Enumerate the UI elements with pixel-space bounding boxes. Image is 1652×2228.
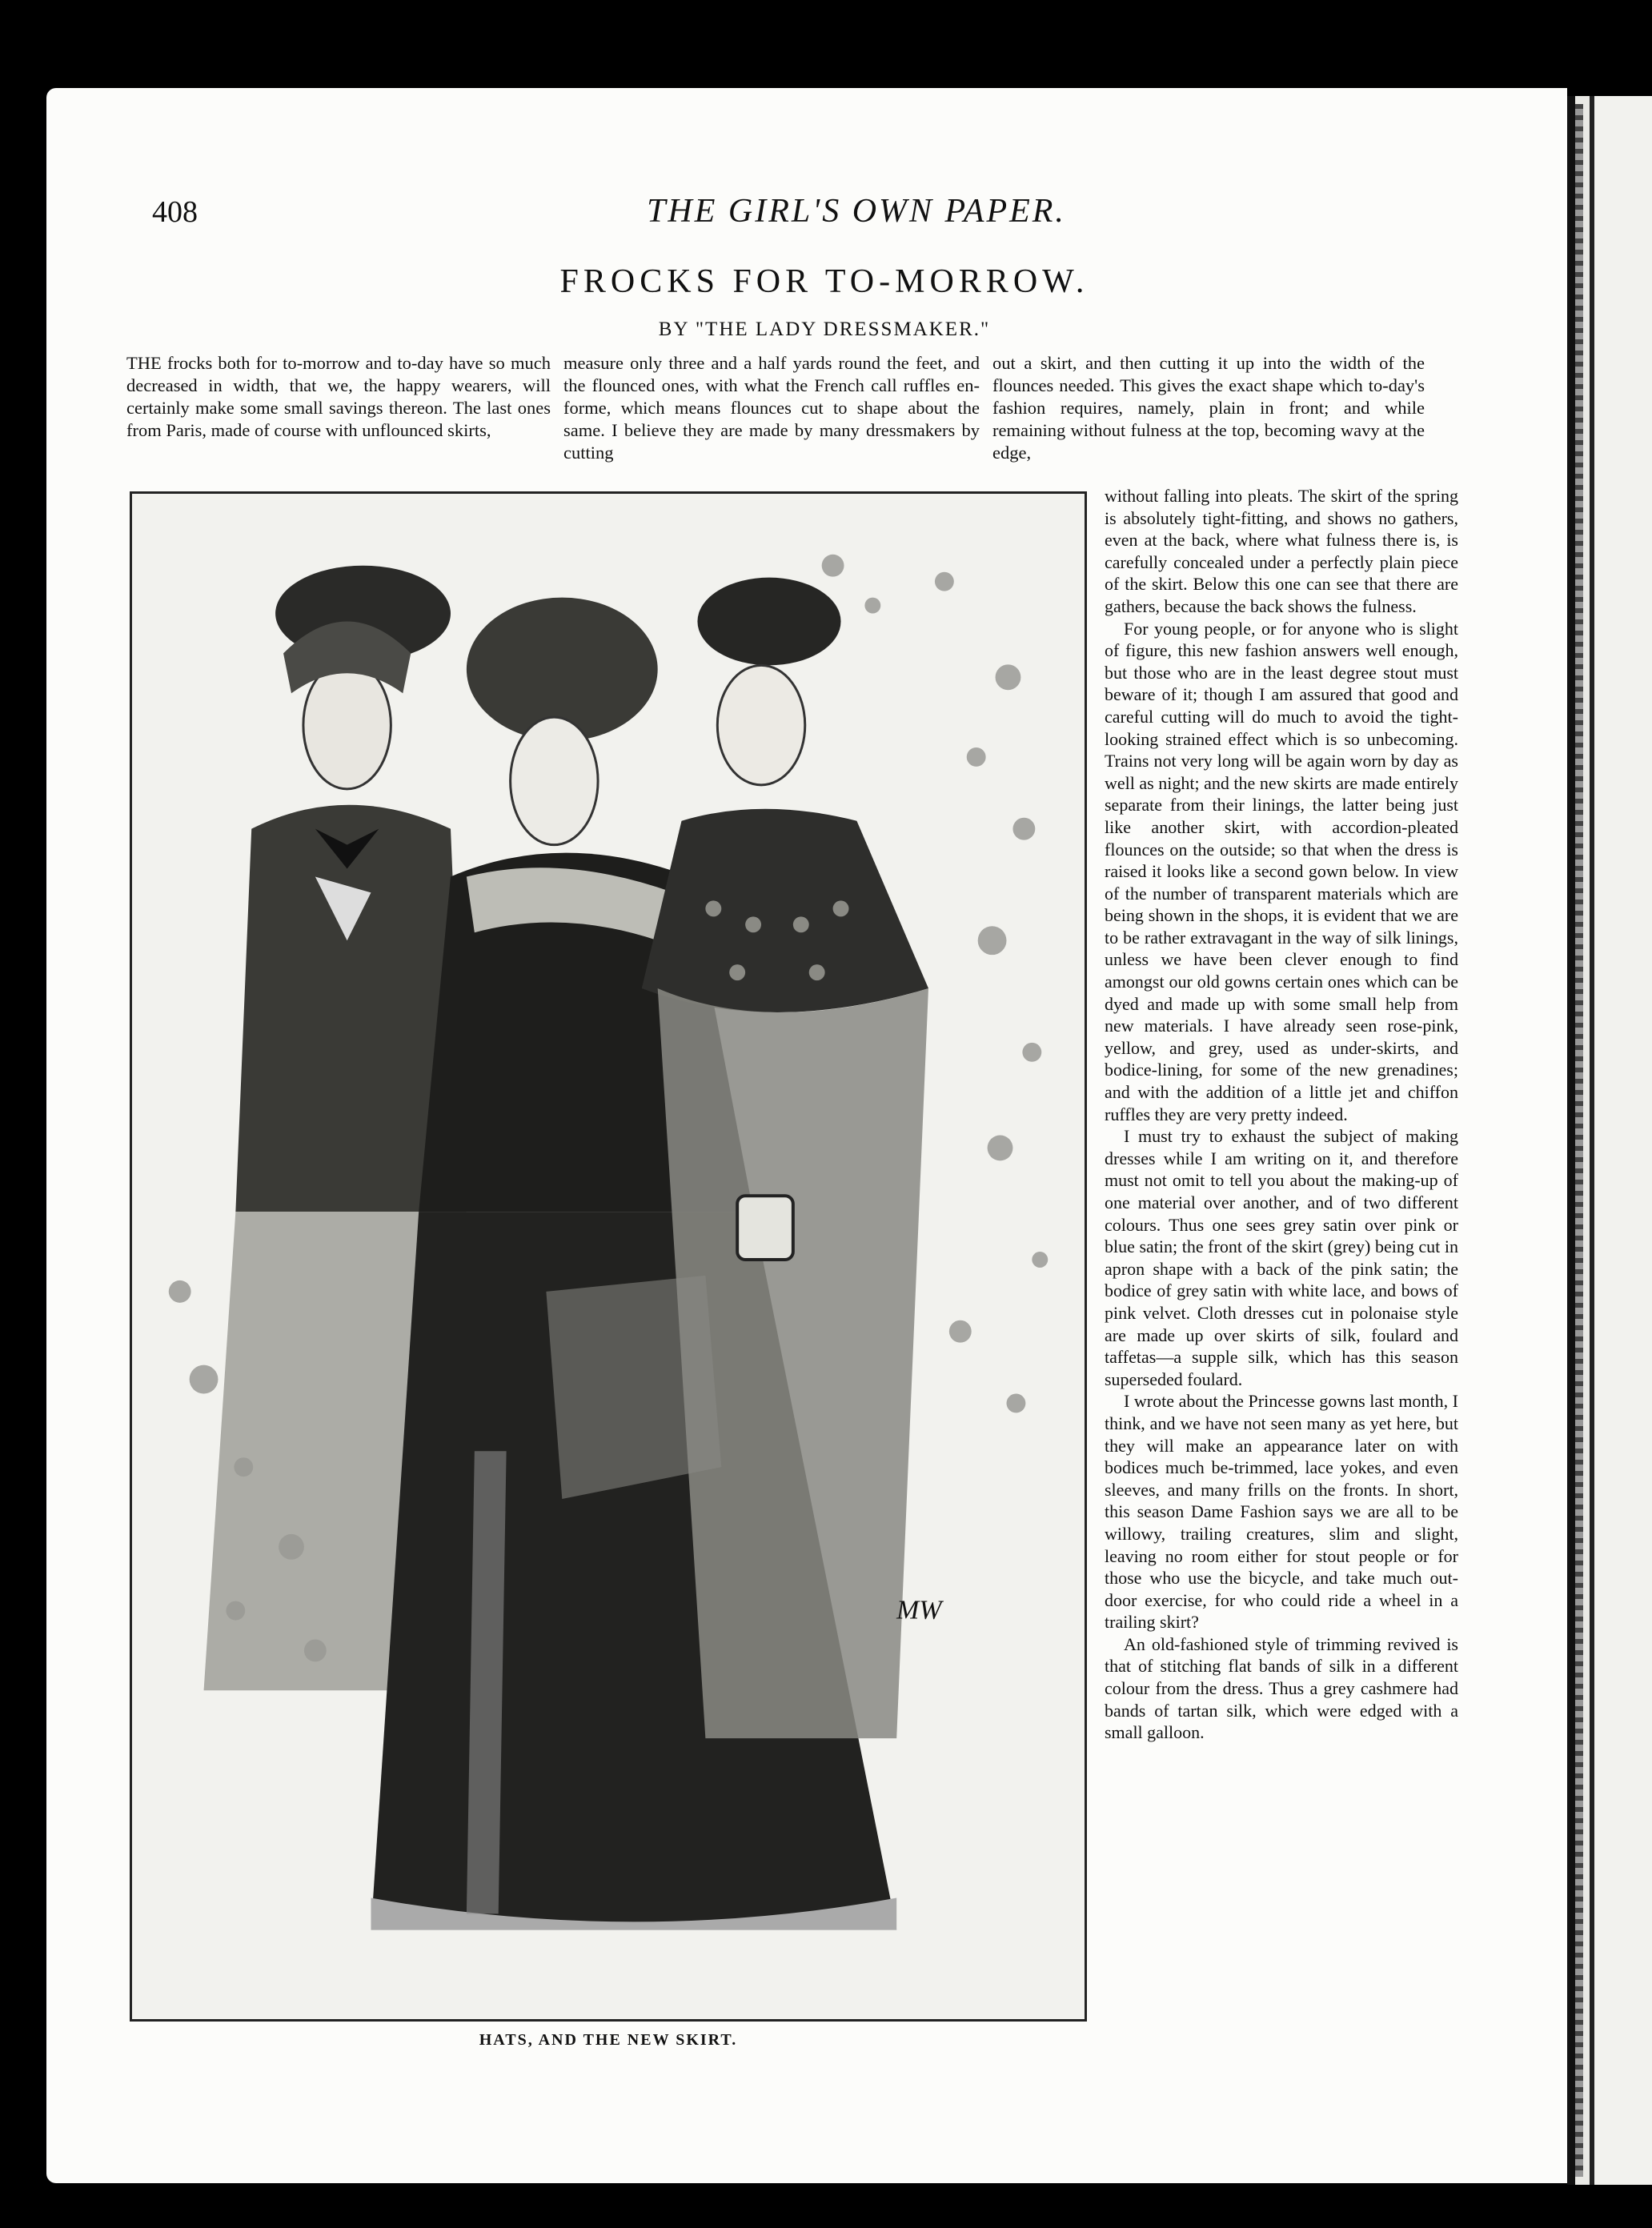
fashion-illustration [130, 491, 1087, 2022]
illustration-drawing [132, 494, 1085, 2019]
binding-edge [1575, 104, 1583, 2177]
paragraph: An old-fashioned style of trimming revived is that of stitching flat bands of silk in a different colour from the dress. Thus a grey cashmere had bands of tartan silk, which were edged with a small galloon. [1105, 1633, 1458, 1743]
artist-signature: MW [896, 1595, 942, 1625]
paragraph: I wrote about the Princesse gowns last month, I think, and we have not seen many as yet here, but they will make an appearance later on with bodices much be-trimmed, lace yokes, and even sleeves, and many frills on the fronts. In short, this season Dame Fashion says we are all to be willowy, trailing creatures, slim and slight, leaving no room either for stout people or for those who use the bicycle, and take much out-door exercise, for who could ride a wheel in a trailing skirt? [1105, 1391, 1458, 1633]
paragraph: measure only three and a half yards round the feet, and the flounced ones, with what the French call ruffles en-forme, which means flounces cut to shape about the same. I believe they are made by many dressmakers by cutting [563, 353, 980, 463]
figure-caption: HATS, AND THE NEW SKIRT. [479, 2031, 738, 2049]
text-column-3-top [992, 352, 1425, 464]
paragraph: THE frocks both for to-morrow and to-day have so much decreased in width, that we, the happy wearers, will certainly make some small savings thereon. The last ones from Paris, made of course with unflounced skirts, [126, 353, 551, 440]
text-column-3 [1105, 485, 1458, 1744]
article-byline: BY "THE LADY DRESSMAKER." [658, 319, 991, 340]
paragraph: For young people, or for anyone who is slight of figure, this new fashion answers well enough, but those who are in the least degree stout must beware of it; though I am assured that good and careful cutting will do much to avoid the tight-looking strained effect which is so unbecoming. Trains not very long will be again worn by day as well as night; and the new skirts are made entirely separate from their linings, the latter being just like another skirt, with accordion-pleated flounces on the outside; so that when the dress is raised it looks like a second gown below. In view of the number of transparent materials which are being shown in the shops, it is evident that we are to be rather extravagant in the way of silk linings, unless we have been clever enough to find amongst our old gowns certain ones which can be dyed and made up with some small help from new materials. I have already seen rose-pink, yellow, and grey, used as under-skirts, and bodice-lining, for some of the new grenadines; and with the addition of a little jet and chiffon ruffles they are very pretty indeed. [1105, 618, 1458, 1124]
text-column-1 [126, 352, 551, 442]
page-number: 408 [152, 195, 198, 229]
paragraph: without falling into pleats. The skirt of the spring is absolutely tight-fitting, and shows no gathers, even at the back, where what fulness there is, is carefully concealed under a perfectly plain piece of the skirt. Below this one can see that there are gathers, because the back shows the fulness. [1105, 486, 1458, 616]
running-head: THE GIRL'S OWN PAPER. [647, 193, 1066, 230]
article-title: FROCKS FOR TO-MORROW. [559, 263, 1089, 300]
text-column-2 [563, 352, 980, 464]
paragraph: out a skirt, and then cutting it up into the width of the flounces needed. This gives the exact shape which to-day's fashion requires, namely, plain in front; and while remaining without fulness at the top, becoming wavy at the edge, [992, 353, 1425, 463]
paragraph: I must try to exhaust the subject of making dresses while I am writing on it, and therefore must not omit to tell you about the making-up of one material over another, and of two different colours. Thus one sees grey satin over pink or blue satin; the front of the skirt (grey) being cut in apron shape with a back of the pink satin; the bodice of grey satin with white lace, and bows of pink velvet. Cloth dresses cut in polonaise style are made up over skirts of silk, foulard and taffetas—a supple silk, which has this season superseded foulard. [1105, 1126, 1458, 1389]
